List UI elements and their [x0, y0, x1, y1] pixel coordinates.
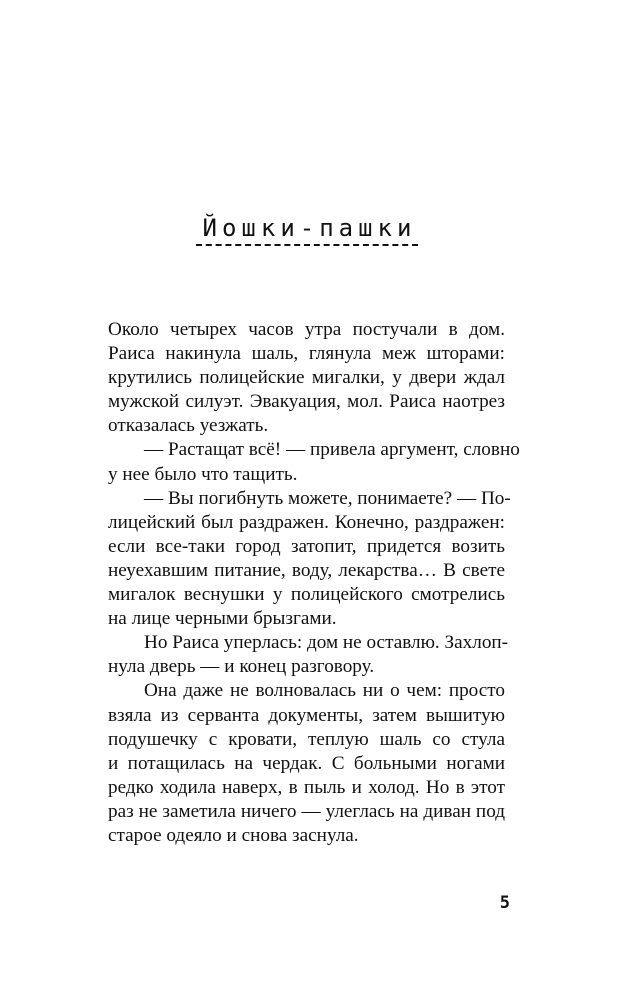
text-line: и потащилась на чердак. С больными ногами: [108, 752, 505, 774]
text-line: мигалок веснушки у полицейского смотрелись: [108, 584, 505, 606]
body-text: [108, 318, 520, 848]
text-line: неуехавшим питание, воду, лекарства… В свете: [108, 559, 505, 581]
text-line: на лице черными брызгами.: [108, 608, 337, 630]
text-line: Около четырех часов утра постучали в дом.: [108, 319, 505, 340]
text-line: мужской силуэт. Эвакуация, мол. Раиса наотрез: [108, 391, 505, 413]
text-line: подушечку с кровати, теплую шаль со стула: [108, 728, 505, 750]
text-line: — Вы погибнуть можете, понимаете? — По-: [144, 487, 511, 509]
paragraph-5: [108, 679, 505, 848]
page-number: 5: [499, 893, 510, 913]
text-line: старое одеяло и снова заснула.: [108, 824, 359, 846]
title-underline: [196, 244, 418, 246]
text-line: Раиса накинула шаль, глянула меж шторами:: [108, 343, 505, 365]
text-line: у нее было что тащить.: [108, 463, 298, 485]
paragraph-2: [108, 438, 520, 486]
text-line: Но Раиса уперлась: дом не оставлю. Захлоп-: [144, 632, 509, 654]
text-line: если все-таки город затопит, придется возить: [108, 535, 505, 557]
text-line: раз не заметила ничего — улеглась на диван под: [108, 800, 505, 822]
text-line: Она даже не волновалась ни о чем: просто: [144, 680, 505, 702]
text-line: взяла из серванта документы, затем вышитую: [108, 704, 505, 726]
text-line: — Растащат всё! — привела аргумент, словно: [144, 439, 520, 461]
paragraph-4: [108, 631, 509, 679]
chapter-title: Йошки-пашки: [202, 214, 417, 242]
paragraph-3: [108, 487, 511, 632]
text-line: крутились полицейские мигалки, у двери ждал: [108, 367, 505, 389]
text-line: редко ходила наверх, в пыль и холод. Но в этот: [108, 776, 505, 798]
text-line: отказалась уезжать.: [108, 415, 269, 437]
text-line: нула дверь — и конец разговору.: [108, 656, 375, 678]
paragraph-1: [108, 318, 505, 438]
text-line: лицейский был раздражен. Конечно, раздражен:: [108, 511, 505, 533]
